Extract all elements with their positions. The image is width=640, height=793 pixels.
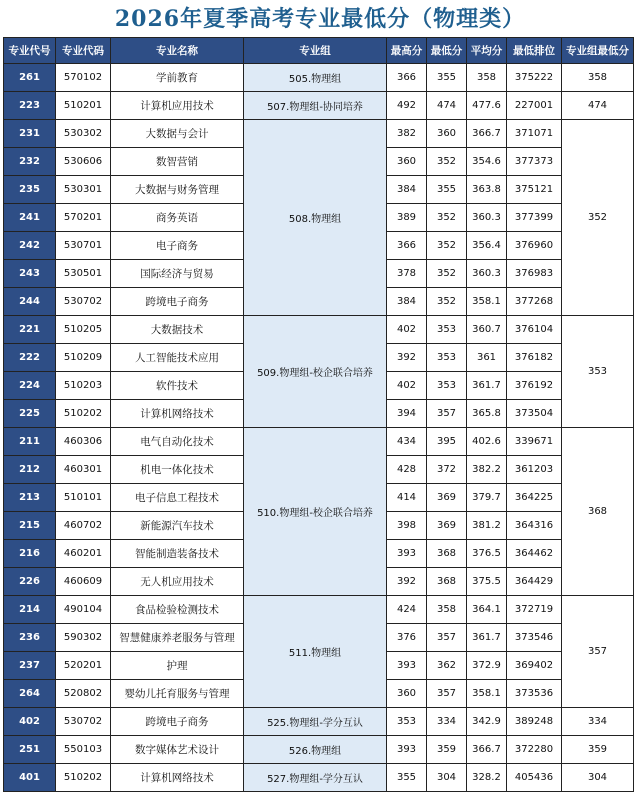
min-rank-cell: 375222: [507, 64, 562, 92]
group-min-score-cell: 304: [562, 764, 634, 792]
max-score-cell: 392: [387, 568, 427, 596]
min-score-cell: 352: [427, 204, 467, 232]
major-group-cell: 526.物理组: [244, 736, 387, 764]
max-score-cell: 355: [387, 764, 427, 792]
table-header-row: [4, 38, 634, 64]
major-code-cell: 510205: [56, 316, 111, 344]
group-min-score-cell: 353: [562, 316, 634, 428]
avg-score-cell: 358: [467, 64, 507, 92]
major-name-cell: 大数据与财务管理: [111, 176, 244, 204]
avg-score-cell: 477.6: [467, 92, 507, 120]
table-row: [4, 120, 634, 148]
major-name-cell: 数智营销: [111, 148, 244, 176]
max-score-cell: 392: [387, 344, 427, 372]
major-name-cell: 大数据技术: [111, 316, 244, 344]
group-min-score-cell: 357: [562, 596, 634, 708]
major-number-cell: 232: [4, 148, 56, 176]
min-rank-cell: 364316: [507, 512, 562, 540]
max-score-cell: 414: [387, 484, 427, 512]
major-group-cell: 525.物理组-学分互认: [244, 708, 387, 736]
page-title: 2026年夏季高考专业最低分（物理类）: [114, 6, 526, 32]
min-score-cell: 395: [427, 428, 467, 456]
major-code-cell: 510101: [56, 484, 111, 512]
major-group-cell: 509.物理组-校企联合培养: [244, 316, 387, 428]
table-row: [4, 92, 634, 120]
major-code-cell: 570102: [56, 64, 111, 92]
avg-score-cell: 361.7: [467, 624, 507, 652]
major-name-cell: 大数据与会计: [111, 120, 244, 148]
avg-score-cell: 361.7: [467, 372, 507, 400]
major-name-cell: 护理: [111, 652, 244, 680]
min-rank-cell: 376104: [507, 316, 562, 344]
major-code-cell: 520201: [56, 652, 111, 680]
group-min-score-cell: 474: [562, 92, 634, 120]
major-code-cell: 530702: [56, 708, 111, 736]
avg-score-cell: 364.1: [467, 596, 507, 624]
min-rank-cell: 376960: [507, 232, 562, 260]
major-code-cell: 460702: [56, 512, 111, 540]
major-code-cell: 530702: [56, 288, 111, 316]
table-row: [4, 708, 634, 736]
min-rank-cell: 377399: [507, 204, 562, 232]
major-number-cell: 237: [4, 652, 56, 680]
major-code-cell: 590302: [56, 624, 111, 652]
min-score-cell: 304: [427, 764, 467, 792]
major-code-cell: 530501: [56, 260, 111, 288]
min-score-cell: 357: [427, 680, 467, 708]
header-cell: 专业名称: [111, 38, 244, 64]
header-cell: 最低排位: [507, 38, 562, 64]
avg-score-cell: 360.3: [467, 204, 507, 232]
major-name-cell: 商务英语: [111, 204, 244, 232]
avg-score-cell: 379.7: [467, 484, 507, 512]
major-number-cell: 221: [4, 316, 56, 344]
major-number-cell: 211: [4, 428, 56, 456]
min-rank-cell: 372719: [507, 596, 562, 624]
min-score-cell: 368: [427, 540, 467, 568]
major-name-cell: 电子信息工程技术: [111, 484, 244, 512]
major-number-cell: 251: [4, 736, 56, 764]
min-rank-cell: 376983: [507, 260, 562, 288]
major-number-cell: 212: [4, 456, 56, 484]
min-score-cell: 352: [427, 232, 467, 260]
avg-score-cell: 366.7: [467, 736, 507, 764]
min-rank-cell: 373546: [507, 624, 562, 652]
avg-score-cell: 376.5: [467, 540, 507, 568]
min-score-cell: 474: [427, 92, 467, 120]
major-number-cell: 402: [4, 708, 56, 736]
min-rank-cell: 373504: [507, 400, 562, 428]
table-row: [4, 316, 634, 344]
major-code-cell: 510202: [56, 400, 111, 428]
major-number-cell: 235: [4, 176, 56, 204]
avg-score-cell: 382.2: [467, 456, 507, 484]
major-number-cell: 264: [4, 680, 56, 708]
min-rank-cell: 372280: [507, 736, 562, 764]
table-row: [4, 764, 634, 792]
major-name-cell: 跨境电子商务: [111, 708, 244, 736]
min-rank-cell: 377268: [507, 288, 562, 316]
major-name-cell: 计算机网络技术: [111, 764, 244, 792]
major-name-cell: 人工智能技术应用: [111, 344, 244, 372]
major-number-cell: 226: [4, 568, 56, 596]
max-score-cell: 428: [387, 456, 427, 484]
major-code-cell: 510209: [56, 344, 111, 372]
max-score-cell: 382: [387, 120, 427, 148]
major-name-cell: 软件技术: [111, 372, 244, 400]
avg-score-cell: 365.8: [467, 400, 507, 428]
header-cell: 最高分: [387, 38, 427, 64]
min-score-cell: 353: [427, 372, 467, 400]
min-rank-cell: 373536: [507, 680, 562, 708]
major-number-cell: 244: [4, 288, 56, 316]
max-score-cell: 434: [387, 428, 427, 456]
max-score-cell: 393: [387, 540, 427, 568]
max-score-cell: 424: [387, 596, 427, 624]
avg-score-cell: 356.4: [467, 232, 507, 260]
major-name-cell: 食品检验检测技术: [111, 596, 244, 624]
avg-score-cell: 358.1: [467, 288, 507, 316]
major-name-cell: 计算机应用技术: [111, 92, 244, 120]
max-score-cell: 378: [387, 260, 427, 288]
min-score-cell: 353: [427, 316, 467, 344]
group-min-score-cell: 368: [562, 428, 634, 596]
min-rank-cell: 369402: [507, 652, 562, 680]
table-row: [4, 64, 634, 92]
major-number-cell: 261: [4, 64, 56, 92]
max-score-cell: 402: [387, 316, 427, 344]
group-min-score-cell: 334: [562, 708, 634, 736]
table-row: [4, 736, 634, 764]
major-number-cell: 241: [4, 204, 56, 232]
min-rank-cell: 376192: [507, 372, 562, 400]
max-score-cell: 398: [387, 512, 427, 540]
major-number-cell: 222: [4, 344, 56, 372]
avg-score-cell: 328.2: [467, 764, 507, 792]
min-rank-cell: 364429: [507, 568, 562, 596]
avg-score-cell: 342.9: [467, 708, 507, 736]
major-code-cell: 530701: [56, 232, 111, 260]
group-min-score-cell: 352: [562, 120, 634, 316]
min-score-cell: 355: [427, 64, 467, 92]
major-name-cell: 机电一体化技术: [111, 456, 244, 484]
min-rank-cell: 339671: [507, 428, 562, 456]
table-row: [4, 428, 634, 456]
table-body: [4, 64, 634, 792]
major-group-cell: 511.物理组: [244, 596, 387, 708]
header-cell: 最低分: [427, 38, 467, 64]
max-score-cell: 389: [387, 204, 427, 232]
min-score-cell: 334: [427, 708, 467, 736]
min-score-cell: 360: [427, 120, 467, 148]
group-min-score-cell: 358: [562, 64, 634, 92]
min-rank-cell: 377373: [507, 148, 562, 176]
major-name-cell: 无人机应用技术: [111, 568, 244, 596]
major-name-cell: 婴幼儿托育服务与管理: [111, 680, 244, 708]
major-code-cell: 570201: [56, 204, 111, 232]
major-code-cell: 510201: [56, 92, 111, 120]
major-number-cell: 215: [4, 512, 56, 540]
major-code-cell: 490104: [56, 596, 111, 624]
major-name-cell: 电子商务: [111, 232, 244, 260]
avg-score-cell: 375.5: [467, 568, 507, 596]
min-rank-cell: 361203: [507, 456, 562, 484]
avg-score-cell: 363.8: [467, 176, 507, 204]
min-rank-cell: 227001: [507, 92, 562, 120]
major-name-cell: 计算机网络技术: [111, 400, 244, 428]
group-min-score-cell: 359: [562, 736, 634, 764]
max-score-cell: 402: [387, 372, 427, 400]
major-name-cell: 数字媒体艺术设计: [111, 736, 244, 764]
avg-score-cell: 372.9: [467, 652, 507, 680]
header-cell: 专业代号: [4, 38, 56, 64]
min-score-cell: 362: [427, 652, 467, 680]
max-score-cell: 366: [387, 232, 427, 260]
major-code-cell: 460306: [56, 428, 111, 456]
max-score-cell: 393: [387, 736, 427, 764]
min-score-cell: 355: [427, 176, 467, 204]
min-score-cell: 369: [427, 512, 467, 540]
min-score-cell: 372: [427, 456, 467, 484]
major-code-cell: 510203: [56, 372, 111, 400]
min-rank-cell: 389248: [507, 708, 562, 736]
major-group-cell: 507.物理组-协同培养: [244, 92, 387, 120]
avg-score-cell: 358.1: [467, 680, 507, 708]
major-code-cell: 460301: [56, 456, 111, 484]
major-name-cell: 电气自动化技术: [111, 428, 244, 456]
table-row: [4, 596, 634, 624]
min-rank-cell: 376182: [507, 344, 562, 372]
max-score-cell: 376: [387, 624, 427, 652]
major-number-cell: 225: [4, 400, 56, 428]
major-code-cell: 510202: [56, 764, 111, 792]
major-code-cell: 530606: [56, 148, 111, 176]
avg-score-cell: 381.2: [467, 512, 507, 540]
major-number-cell: 223: [4, 92, 56, 120]
min-rank-cell: 364462: [507, 540, 562, 568]
major-name-cell: 学前教育: [111, 64, 244, 92]
major-group-cell: 527.物理组-学分互认: [244, 764, 387, 792]
avg-score-cell: 354.6: [467, 148, 507, 176]
major-code-cell: 460609: [56, 568, 111, 596]
avg-score-cell: 360.3: [467, 260, 507, 288]
min-rank-cell: 405436: [507, 764, 562, 792]
major-number-cell: 224: [4, 372, 56, 400]
min-rank-cell: 364225: [507, 484, 562, 512]
max-score-cell: 384: [387, 288, 427, 316]
major-number-cell: 242: [4, 232, 56, 260]
major-number-cell: 214: [4, 596, 56, 624]
max-score-cell: 360: [387, 148, 427, 176]
header-cell: 专业代码: [56, 38, 111, 64]
major-name-cell: 智能制造装备技术: [111, 540, 244, 568]
header-cell: 专业组最低分: [562, 38, 634, 64]
score-table: [3, 37, 634, 792]
min-rank-cell: 371071: [507, 120, 562, 148]
min-score-cell: 369: [427, 484, 467, 512]
major-name-cell: 新能源汽车技术: [111, 512, 244, 540]
min-score-cell: 357: [427, 624, 467, 652]
major-number-cell: 216: [4, 540, 56, 568]
major-name-cell: 国际经济与贸易: [111, 260, 244, 288]
avg-score-cell: 366.7: [467, 120, 507, 148]
major-number-cell: 231: [4, 120, 56, 148]
max-score-cell: 394: [387, 400, 427, 428]
major-number-cell: 243: [4, 260, 56, 288]
major-number-cell: 401: [4, 764, 56, 792]
header-cell: 专业组: [244, 38, 387, 64]
avg-score-cell: 360.7: [467, 316, 507, 344]
min-rank-cell: 375121: [507, 176, 562, 204]
major-code-cell: 520802: [56, 680, 111, 708]
major-name-cell: 智慧健康养老服务与管理: [111, 624, 244, 652]
min-score-cell: 359: [427, 736, 467, 764]
min-score-cell: 357: [427, 400, 467, 428]
major-code-cell: 530301: [56, 176, 111, 204]
major-group-cell: 508.物理组: [244, 120, 387, 316]
min-score-cell: 353: [427, 344, 467, 372]
max-score-cell: 360: [387, 680, 427, 708]
major-group-cell: 510.物理组-校企联合培养: [244, 428, 387, 596]
min-score-cell: 368: [427, 568, 467, 596]
header-cell: 平均分: [467, 38, 507, 64]
max-score-cell: 366: [387, 64, 427, 92]
min-score-cell: 358: [427, 596, 467, 624]
max-score-cell: 492: [387, 92, 427, 120]
major-code-cell: 550103: [56, 736, 111, 764]
avg-score-cell: 402.6: [467, 428, 507, 456]
major-number-cell: 213: [4, 484, 56, 512]
major-code-cell: 460201: [56, 540, 111, 568]
min-score-cell: 352: [427, 288, 467, 316]
max-score-cell: 393: [387, 652, 427, 680]
max-score-cell: 384: [387, 176, 427, 204]
major-name-cell: 跨境电子商务: [111, 288, 244, 316]
min-score-cell: 352: [427, 260, 467, 288]
max-score-cell: 353: [387, 708, 427, 736]
min-score-cell: 352: [427, 148, 467, 176]
avg-score-cell: 361: [467, 344, 507, 372]
major-number-cell: 236: [4, 624, 56, 652]
major-group-cell: 505.物理组: [244, 64, 387, 92]
major-code-cell: 530302: [56, 120, 111, 148]
